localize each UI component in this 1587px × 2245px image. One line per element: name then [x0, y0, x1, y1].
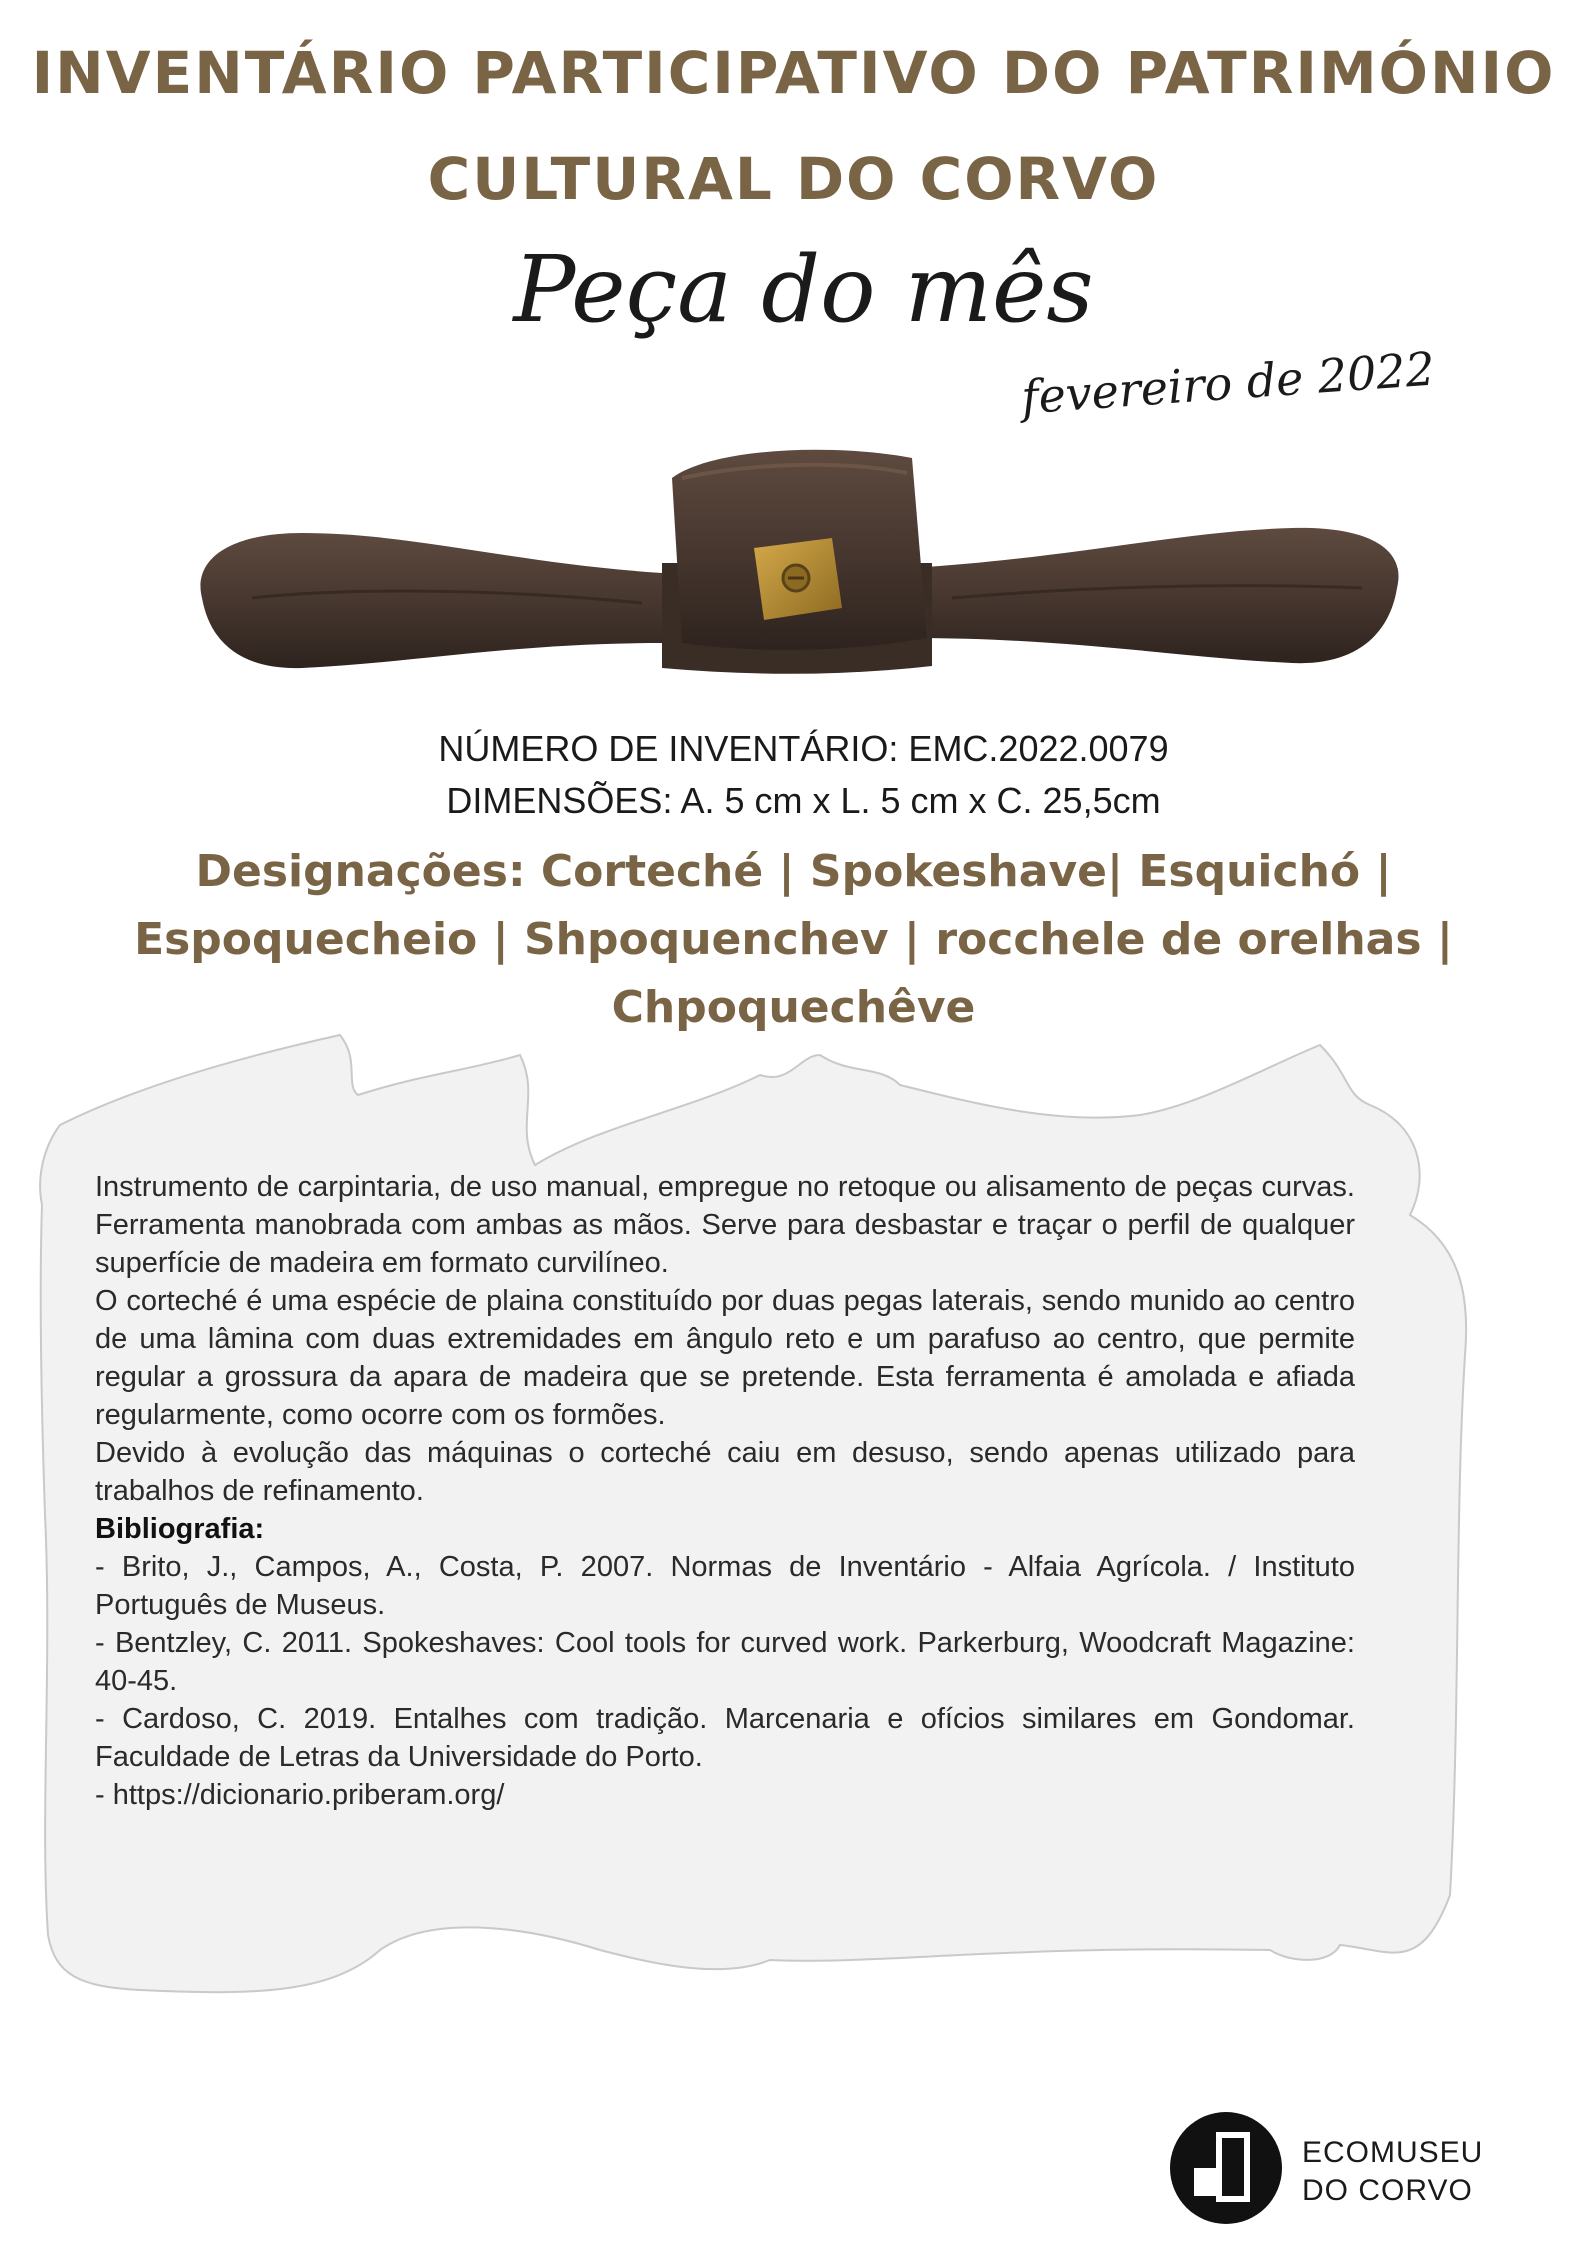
logo-text-line-2: DO CORVO — [1302, 2174, 1473, 2207]
logo-text-line-1: ECOMUSEU — [1302, 2136, 1484, 2169]
dimensions: DIMENSÕES: A. 5 cm x L. 5 cm x C. 25,5cm — [446, 780, 1161, 821]
description-paragraph-1: Instrumento de carpintaria, de uso manual, empregue no retoque ou alisamento de peças curvas. Ferramenta manobrada com ambas as mãos. Serve para desbastar e traçar o perfil de qualquer superfície de madeira em formato curvilíneo. — [95, 1171, 1355, 1279]
designations-line-3: Chpoquechêve — [611, 982, 976, 1033]
subtitle-script: Peça do mês — [513, 236, 1094, 343]
designations-line-1: Designações: Corteché | Spokeshave| Esquichó | — [195, 846, 1392, 897]
bibliography-item-4: - https://dicionario.priberam.org/ — [95, 1779, 505, 1811]
ecomuseu-logo-icon — [1168, 2110, 1284, 2226]
description-text — [95, 1168, 1355, 1814]
spokeshave-image — [192, 438, 1407, 698]
bibliography-heading: Bibliografia: — [95, 1513, 265, 1545]
description-paragraph-3: Devido à evolução das máquinas o corteché caiu em desuso, sendo apenas utilizado para trabalhos de refinamento. — [95, 1437, 1355, 1507]
designations-line-2: Espoquecheio | Shpoquenchev | rocchele de orelhas | — [134, 914, 1453, 965]
title-line-1: INVENTÁRIO PARTICIPATIVO DO PATRIMÓNIO — [31, 39, 1556, 107]
inventory-number: NÚMERO DE INVENTÁRIO: EMC.2022.0079 — [438, 728, 1169, 769]
bibliography-item-1: - Brito, J., Campos, A., Costa, P. 2007. Normas de Inventário - Alfaia Agrícola. / Instituto Português de Museus. — [95, 1551, 1355, 1621]
bibliography-item-2: - Bentzley, C. 2011. Spokeshaves: Cool tools for curved work. Parkerburg, Woodcraft Magazine: 40-45. — [95, 1627, 1355, 1697]
title-line-2: CULTURAL DO CORVO — [427, 145, 1160, 213]
date-script: fevereiro de 2022 — [1019, 341, 1437, 425]
bibliography-item-3: - Cardoso, C. 2019. Entalhes com tradição. Marcenaria e ofícios similares em Gondomar. Faculdade de Letras da Universidade do Porto. — [95, 1703, 1355, 1773]
description-paragraph-2: O corteché é uma espécie de plaina constituído por duas pegas laterais, sendo munido ao centro de uma lâmina com duas extremidades em ângulo reto e um parafuso ao centro, que permite regular a grossura da apara de madeira que se pretende. Esta ferramenta é amolada e afiada regularmente, como ocorre com os formões. — [95, 1285, 1355, 1431]
